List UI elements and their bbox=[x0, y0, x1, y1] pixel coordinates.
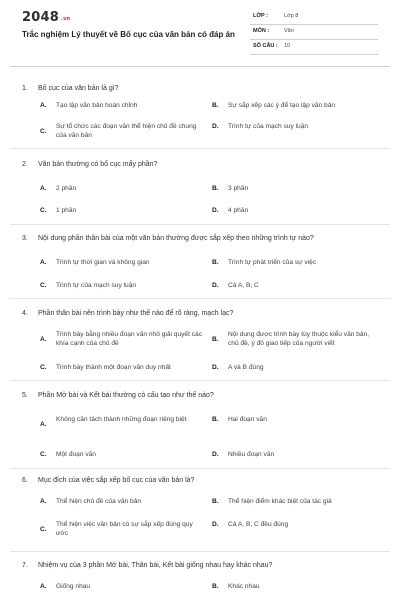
answer-option[interactable] bbox=[40, 330, 210, 350]
option-text: 1 phần bbox=[56, 207, 77, 214]
answer-option[interactable] bbox=[212, 206, 382, 216]
option-text: 3 phần bbox=[228, 185, 249, 192]
answer-option[interactable] bbox=[40, 122, 210, 142]
option-text: Giống nhau bbox=[56, 583, 91, 590]
answer-option[interactable] bbox=[212, 450, 382, 460]
question-number: 3. bbox=[22, 235, 28, 242]
question-divider bbox=[10, 468, 390, 469]
option-letter: C. bbox=[40, 207, 47, 214]
question-text bbox=[22, 477, 194, 484]
meta-row-subject bbox=[250, 25, 378, 40]
question-divider bbox=[10, 148, 390, 149]
answer-option[interactable] bbox=[40, 582, 210, 592]
question-divider bbox=[10, 224, 390, 225]
answer-option[interactable] bbox=[40, 184, 210, 194]
question-text bbox=[22, 235, 314, 242]
header-divider bbox=[10, 66, 390, 67]
option-letter: A. bbox=[40, 185, 47, 192]
meta-row-count bbox=[250, 40, 378, 55]
option-letter: A. bbox=[40, 259, 47, 266]
option-text: 4 phần bbox=[228, 207, 249, 214]
option-letter: C. bbox=[40, 451, 47, 458]
meta-key: LỚP : bbox=[253, 13, 268, 19]
option-text: Một đoạn văn bbox=[56, 451, 96, 458]
question-number: 1. bbox=[22, 85, 28, 92]
question-text bbox=[22, 310, 233, 317]
option-text: Tạo lập văn bản hoàn chỉnh bbox=[56, 102, 138, 109]
option-text: Sự sắp xếp các ý để tạo lập văn bản bbox=[228, 102, 336, 109]
answer-option[interactable] bbox=[212, 184, 382, 194]
question-divider bbox=[10, 380, 390, 381]
option-letter: D. bbox=[212, 207, 219, 214]
option-letter: C. bbox=[40, 526, 47, 533]
option-letter: D. bbox=[212, 364, 219, 371]
logo-text: 2048 bbox=[22, 10, 59, 25]
question-divider bbox=[10, 551, 390, 552]
answer-option[interactable] bbox=[212, 101, 382, 111]
answer-option[interactable] bbox=[212, 258, 382, 268]
site-logo[interactable] bbox=[22, 10, 70, 25]
answer-option[interactable] bbox=[40, 281, 210, 291]
option-text: Thể hiện chủ đề của văn bản bbox=[56, 498, 142, 505]
meta-value: Lớp 8 bbox=[284, 13, 299, 19]
option-text: Trình tự phát triển của sự việc bbox=[228, 259, 317, 266]
meta-value: Văn bbox=[284, 28, 294, 34]
question-number: 4. bbox=[22, 310, 28, 317]
question-text bbox=[22, 85, 119, 92]
document-header bbox=[0, 0, 400, 66]
answer-option[interactable] bbox=[212, 363, 382, 373]
option-text: Thể hiện điểm khác biệt của tác giả bbox=[228, 498, 332, 505]
option-text: Khác nhau bbox=[228, 583, 260, 590]
option-letter: B. bbox=[212, 583, 219, 590]
question-label: Nội dung phần thân bài của một văn bản thường được sắp xếp theo những trình tự nào? bbox=[38, 235, 314, 242]
option-text: Trình bày thành một đoạn văn duy nhất bbox=[56, 364, 171, 371]
question-text bbox=[22, 161, 157, 168]
question-label: Mục đích của việc sắp xếp bố cục của văn bản là? bbox=[38, 477, 195, 484]
question-text bbox=[22, 392, 214, 399]
option-text: A và B đúng bbox=[228, 364, 264, 371]
option-letter: B. bbox=[212, 259, 219, 266]
option-letter: A. bbox=[40, 498, 47, 505]
answer-option[interactable] bbox=[40, 450, 210, 460]
option-letter: B. bbox=[212, 416, 219, 423]
answer-option[interactable] bbox=[212, 281, 382, 291]
question-label: Văn bản thường có bố cục mấy phần? bbox=[38, 161, 158, 168]
option-text: Thể hiện việc văn bản có sự sắp xếp đúng quy ước bbox=[56, 521, 193, 537]
option-text: Trình tự của mạch suy luận bbox=[228, 123, 309, 130]
answer-option[interactable] bbox=[212, 520, 382, 530]
option-letter: A. bbox=[40, 583, 47, 590]
question-number: 7. bbox=[22, 562, 28, 569]
option-letter: C. bbox=[40, 282, 47, 289]
option-letter: D. bbox=[212, 123, 219, 130]
logo-domain: .vn bbox=[60, 16, 71, 22]
answer-option[interactable] bbox=[40, 206, 210, 216]
meta-table bbox=[250, 10, 378, 55]
question-number: 6. bbox=[22, 477, 28, 484]
option-letter: D. bbox=[212, 521, 219, 528]
meta-key: MÔN : bbox=[253, 28, 270, 34]
answer-option[interactable] bbox=[212, 497, 382, 507]
option-letter: D. bbox=[212, 282, 219, 289]
question-number: 5. bbox=[22, 392, 28, 399]
question-label: Phần thân bài nên trình bày như thế nào để rõ ràng, mạch lạc? bbox=[38, 310, 234, 317]
answer-option[interactable] bbox=[40, 415, 210, 435]
question-label: Bố cục của văn bản là gì? bbox=[38, 85, 119, 92]
option-text: Cả A, B, C đều đúng bbox=[228, 521, 289, 528]
answer-option[interactable] bbox=[212, 415, 382, 425]
answer-option[interactable] bbox=[212, 122, 382, 132]
answer-option[interactable] bbox=[40, 258, 210, 268]
question-number: 2. bbox=[22, 161, 28, 168]
option-text: Sự tổ chức các đoạn văn thể hiện chủ đề chung của văn bản bbox=[56, 123, 197, 139]
option-letter: C. bbox=[40, 128, 47, 135]
meta-key: SỐ CÂU : bbox=[253, 43, 278, 49]
option-text: Nội dung được trình bày tùy thuộc kiểu văn bản, chủ đề, ý đồ giao tiếp của người viết bbox=[228, 331, 370, 347]
option-letter: C. bbox=[40, 364, 47, 371]
option-letter: B. bbox=[212, 336, 219, 343]
option-letter: D. bbox=[212, 451, 219, 458]
option-text: Cả A, B, C bbox=[228, 282, 259, 289]
option-text: Trình tự của mạch suy luận bbox=[56, 282, 137, 289]
option-text: Trình tự thời gian và không gian bbox=[56, 259, 150, 266]
question-text bbox=[22, 562, 272, 569]
question-divider bbox=[10, 298, 390, 299]
option-text: Nhiều đoạn văn bbox=[228, 451, 275, 458]
option-letter: B. bbox=[212, 102, 219, 109]
answer-option[interactable] bbox=[40, 497, 210, 507]
answer-option[interactable] bbox=[40, 363, 210, 373]
answer-option[interactable] bbox=[40, 101, 210, 111]
option-text: 2 phần bbox=[56, 185, 77, 192]
question-label: Nhiệm vụ của 3 phần Mở bài, Thân bài, Kết bài giống nhau hay khác nhau? bbox=[38, 562, 273, 569]
meta-row-class bbox=[250, 10, 378, 25]
option-letter: A. bbox=[40, 102, 47, 109]
answer-option[interactable] bbox=[212, 330, 382, 350]
option-letter: B. bbox=[212, 498, 219, 505]
answer-option[interactable] bbox=[212, 582, 382, 592]
option-text: Trình bày bằng nhiều đoạn văn nhỏ giải quyết các khía cạnh của chủ đề bbox=[56, 331, 203, 347]
meta-value: 10 bbox=[284, 43, 291, 49]
option-letter: A. bbox=[40, 421, 47, 428]
option-letter: B. bbox=[212, 185, 219, 192]
option-text: Không cần tách thành những đoạn riêng biệt bbox=[56, 416, 187, 423]
document-title: Trắc nghiệm Lý thuyết về Bố cục của văn bản có đáp án bbox=[22, 30, 235, 39]
question-label: Phần Mở bài và Kết bài thường có cấu tạo như thế nào? bbox=[38, 392, 214, 399]
answer-option[interactable] bbox=[40, 520, 210, 540]
option-text: Hai đoạn văn bbox=[228, 416, 267, 423]
option-letter: A. bbox=[40, 336, 47, 343]
